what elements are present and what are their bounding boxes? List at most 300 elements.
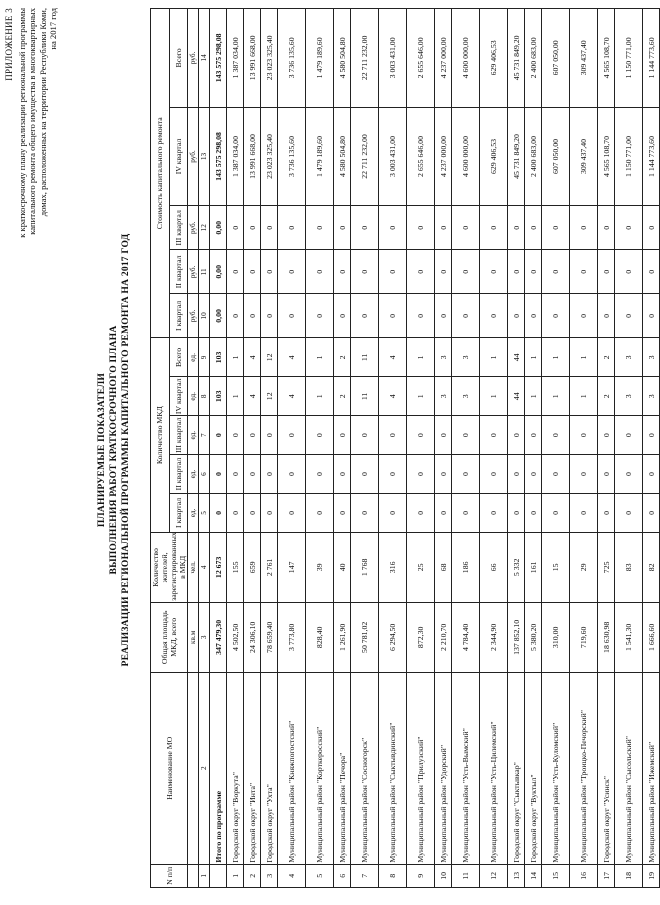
residents-count: 155 [227, 532, 244, 602]
count-total: 11 [351, 338, 379, 377]
row-number: 3 [261, 864, 278, 887]
count-q3: 0 [244, 416, 261, 455]
cost-q1: 0 [261, 294, 278, 338]
count-q1: 0 [278, 493, 306, 532]
count-total: 3 [452, 338, 480, 377]
municipality-name: Городской округ "Вуктыл" [525, 672, 542, 864]
total-area: 310,00 [542, 602, 570, 672]
row-number: 8 [379, 864, 407, 887]
header-cost-q2: II квартал [169, 250, 188, 294]
cost-total: 1 144 773,60 [643, 9, 660, 108]
count-total: 3 [643, 338, 660, 377]
cost-q1: 0 [643, 294, 660, 338]
total-row [210, 9, 227, 888]
total-area: 3 773,80 [278, 602, 306, 672]
count-total: 3 [435, 338, 452, 377]
count-q2: 0 [570, 455, 598, 494]
cost-q4: 309 437,40 [570, 107, 598, 206]
table-row [261, 9, 278, 888]
cost-q3: 0 [508, 206, 525, 250]
residents-count: 15 [542, 532, 570, 602]
cost-q1: 0 [334, 294, 351, 338]
count-q2: 0 [334, 455, 351, 494]
residents-count: 83 [615, 532, 643, 602]
count-total: 4 [244, 338, 261, 377]
count-q3: 0 [306, 416, 334, 455]
count-q2: 0 [306, 455, 334, 494]
row-number: 16 [570, 864, 598, 887]
cost-q3: 0 [452, 206, 480, 250]
total-area: 78 659,40 [261, 602, 278, 672]
count-q3: 0 [570, 416, 598, 455]
count-q2: 0 [435, 455, 452, 494]
count-q2: 0 [452, 455, 480, 494]
count-q3: 0 [508, 416, 525, 455]
column-number: 3 [199, 602, 210, 672]
column-number: 5 [199, 493, 210, 532]
row-number: 5 [306, 864, 334, 887]
header-cost-total: Всего [169, 9, 188, 108]
count-q3: 0 [227, 416, 244, 455]
municipality-name: Городской округ "Воркута" [227, 672, 244, 864]
municipality-name: Муниципальный район "Ижемский" [643, 672, 660, 864]
table-row [643, 9, 660, 888]
header-cost-q1: I квартал [169, 294, 188, 338]
count-q3: 0 [480, 416, 508, 455]
count-q1: 0 [227, 493, 244, 532]
count-q4: 103 [210, 377, 227, 416]
municipality-name: Муниципальный район "Троицко-Печорский" [570, 672, 598, 864]
residents-count: 147 [278, 532, 306, 602]
row-number: 13 [508, 864, 525, 887]
municipality-name: Муниципальный район "Сыктывдинский" [379, 672, 407, 864]
cost-q3: 0 [278, 206, 306, 250]
row-number: 11 [452, 864, 480, 887]
count-q1: 0 [452, 493, 480, 532]
cost-q3: 0 [306, 206, 334, 250]
cost-q4: 1 387 034,00 [227, 107, 244, 206]
count-q2: 0 [210, 455, 227, 494]
column-number: 7 [199, 416, 210, 455]
table-row [542, 9, 570, 888]
column-number: 2 [199, 672, 210, 864]
row-number: 10 [435, 864, 452, 887]
header-name: Наименование МО [151, 672, 188, 864]
count-total: 44 [508, 338, 525, 377]
municipality-name: Городской округ "Ухта" [261, 672, 278, 864]
unit-cell: ед. [188, 455, 199, 494]
count-q2: 0 [643, 455, 660, 494]
count-q1: 0 [261, 493, 278, 532]
cost-q2: 0 [643, 250, 660, 294]
count-q2: 0 [379, 455, 407, 494]
header-row-group [151, 9, 170, 888]
cost-q4: 607 050,00 [542, 107, 570, 206]
cost-q4: 1 150 771,00 [615, 107, 643, 206]
header-count-q3: III квартал [169, 416, 188, 455]
appendix-line: капитального ремонта общего имущества в многоквартирных [27, 8, 37, 235]
cost-q1: 0 [435, 294, 452, 338]
residents-count: 2 761 [261, 532, 278, 602]
table-row [598, 9, 615, 888]
residents-count: 659 [244, 532, 261, 602]
cost-q4: 23 023 325,40 [261, 107, 278, 206]
count-q3: 0 [379, 416, 407, 455]
cost-q3: 0 [261, 206, 278, 250]
unit-cell [188, 864, 199, 887]
cost-q2: 0 [615, 250, 643, 294]
table-row [244, 9, 261, 888]
table-row [407, 9, 435, 888]
total-area: 4 502,50 [227, 602, 244, 672]
count-q4: 1 [570, 377, 598, 416]
count-q1: 0 [407, 493, 435, 532]
count-q3: 0 [334, 416, 351, 455]
count-q1: 0 [334, 493, 351, 532]
header-count-group: Количество МКД [151, 338, 170, 532]
cost-total: 309 437,40 [570, 9, 598, 108]
count-q1: 0 [435, 493, 452, 532]
count-total: 4 [379, 338, 407, 377]
header-residents: Количество жителей, зарегистрированных в МКД [151, 532, 187, 601]
cost-total: 607 050,00 [542, 9, 570, 108]
column-number: 12 [199, 206, 210, 250]
count-total: 1 [480, 338, 508, 377]
count-total: 2 [598, 338, 615, 377]
count-q4: 4 [278, 377, 306, 416]
count-q4: 3 [615, 377, 643, 416]
cost-q2: 0 [278, 250, 306, 294]
cost-q2: 0 [261, 250, 278, 294]
appendix-line: на 2017 год [48, 8, 58, 50]
cost-q3: 0 [598, 206, 615, 250]
cost-q1: 0,00 [210, 294, 227, 338]
count-q1: 0 [570, 493, 598, 532]
appendix-note [4, 8, 59, 300]
count-total: 1 [570, 338, 598, 377]
cost-q1: 0 [525, 294, 542, 338]
residents-count: 161 [525, 532, 542, 602]
residents-count: 316 [379, 532, 407, 602]
count-q4: 12 [261, 377, 278, 416]
count-q4: 1 [227, 377, 244, 416]
total-area: 6 294,50 [379, 602, 407, 672]
unit-cell: руб. [188, 107, 199, 206]
count-q2: 0 [278, 455, 306, 494]
count-q2: 0 [227, 455, 244, 494]
cost-q2: 0 [435, 250, 452, 294]
cost-q2: 0 [480, 250, 508, 294]
residents-count: 725 [598, 532, 615, 602]
residents-count: 12 673 [210, 532, 227, 602]
column-number: 1 [199, 864, 210, 887]
appendix-line: к краткосрочному плану реализации региональной программы [16, 8, 27, 238]
residents-count: 186 [452, 532, 480, 602]
cost-q4: 4 237 000,00 [435, 107, 452, 206]
count-q4: 4 [379, 377, 407, 416]
cost-q1: 0 [570, 294, 598, 338]
appendix-line: домах, расположенных на территории Республики Коми, [37, 8, 48, 217]
cost-q3: 0 [570, 206, 598, 250]
residents-count: 29 [570, 532, 598, 602]
table-row [227, 9, 244, 888]
municipality-name: Муниципальный район "Усть-Цилемский" [480, 672, 508, 864]
count-q3: 0 [407, 416, 435, 455]
unit-cell: руб. [188, 294, 199, 338]
municipality-name: Муниципальный район "Сосногорск" [351, 672, 379, 864]
header-cost-group: Стоимость капитального ремонта [151, 9, 170, 338]
count-q3: 0 [278, 416, 306, 455]
count-q4: 3 [643, 377, 660, 416]
cost-q3: 0 [407, 206, 435, 250]
cost-total: 4 565 108,70 [598, 9, 615, 108]
count-q1: 0 [351, 493, 379, 532]
header-count-q4: IV квартал [169, 377, 188, 416]
unit-cell: руб. [188, 250, 199, 294]
title-line: ВЫПОЛНЕНИЯ РАБОТ КРАТКОСРОЧНОГО ПЛАНА [107, 325, 119, 575]
count-q2: 0 [525, 455, 542, 494]
cost-total: 45 731 849,20 [508, 9, 525, 108]
cost-q2: 0 [334, 250, 351, 294]
cost-q2: 0 [351, 250, 379, 294]
cost-q3: 0 [643, 206, 660, 250]
table-row [334, 9, 351, 888]
total-area: 2 344,90 [480, 602, 508, 672]
cost-q4: 45 731 849,20 [508, 107, 525, 206]
total-area: 2 210,70 [435, 602, 452, 672]
count-total: 1 [542, 338, 570, 377]
table-row [615, 9, 643, 888]
count-total: 2 [334, 338, 351, 377]
residents-count: 5 332 [508, 532, 525, 602]
count-q4: 1 [480, 377, 508, 416]
count-q4: 1 [525, 377, 542, 416]
count-q3: 0 [452, 416, 480, 455]
count-total: 1 [227, 338, 244, 377]
cost-q3: 0 [379, 206, 407, 250]
municipality-name: Муниципальный район "Княжпогостский" [278, 672, 306, 864]
count-q3: 0 [435, 416, 452, 455]
cost-total: 143 575 298,08 [210, 9, 227, 108]
count-q1: 0 [643, 493, 660, 532]
cost-q3: 0 [542, 206, 570, 250]
column-number: 11 [199, 250, 210, 294]
count-q4: 1 [542, 377, 570, 416]
count-q4: 1 [407, 377, 435, 416]
table-row [379, 9, 407, 888]
cost-q2: 0 [244, 250, 261, 294]
count-total: 1 [407, 338, 435, 377]
row-number [210, 864, 227, 887]
column-number: 14 [199, 9, 210, 108]
cost-total: 1 479 189,60 [306, 9, 334, 108]
count-q4: 11 [351, 377, 379, 416]
cost-q2: 0 [407, 250, 435, 294]
column-number: 6 [199, 455, 210, 494]
cost-total: 1 150 771,00 [615, 9, 643, 108]
cost-q2: 0 [379, 250, 407, 294]
total-area: 719,60 [570, 602, 598, 672]
table-row [351, 9, 379, 888]
appendix-title: ПРИЛОЖЕНИЕ 3 [4, 8, 14, 81]
count-q4: 44 [508, 377, 525, 416]
table-row [480, 9, 508, 888]
municipality-name: Городской округ "Сыктывкар" [508, 672, 525, 864]
count-q4: 3 [452, 377, 480, 416]
document-title [96, 120, 131, 780]
cost-total: 2 400 683,00 [525, 9, 542, 108]
row-number: 4 [278, 864, 306, 887]
residents-count: 1 768 [351, 532, 379, 602]
municipality-name: Итого по программе [210, 672, 227, 864]
cost-q4: 13 991 668,00 [244, 107, 261, 206]
cost-q4: 4 600 000,00 [452, 107, 480, 206]
count-q1: 0 [542, 493, 570, 532]
cost-q3: 0 [480, 206, 508, 250]
cost-q1: 0 [452, 294, 480, 338]
count-q2: 0 [508, 455, 525, 494]
cost-q1: 0 [306, 294, 334, 338]
count-q3: 0 [525, 416, 542, 455]
count-q3: 0 [210, 416, 227, 455]
unit-cell: кв.м [188, 602, 199, 672]
cost-q4: 3 736 135,60 [278, 107, 306, 206]
residents-count: 40 [334, 532, 351, 602]
count-q1: 0 [244, 493, 261, 532]
count-q2: 0 [261, 455, 278, 494]
table-row [306, 9, 334, 888]
count-q4: 2 [598, 377, 615, 416]
cost-q4: 143 575 298,08 [210, 107, 227, 206]
residents-count: 39 [306, 532, 334, 602]
unit-cell: ед. [188, 338, 199, 377]
cost-q3: 0 [244, 206, 261, 250]
row-number: 14 [525, 864, 542, 887]
municipality-name: Муниципальный район "Корткеросский" [306, 672, 334, 864]
cost-total: 1 387 034,00 [227, 9, 244, 108]
municipality-name: Городской округ "Инта" [244, 672, 261, 864]
count-q2: 0 [615, 455, 643, 494]
cost-q1: 0 [615, 294, 643, 338]
cost-total: 2 655 646,00 [407, 9, 435, 108]
row-number: 12 [480, 864, 508, 887]
cost-q1: 0 [351, 294, 379, 338]
cost-q4: 3 003 431,00 [379, 107, 407, 206]
unit-cell: ед. [188, 493, 199, 532]
municipality-name: Городской округ "Усинск" [598, 672, 615, 864]
residents-count: 68 [435, 532, 452, 602]
header-count-q2: II квартал [169, 455, 188, 494]
count-q4: 2 [334, 377, 351, 416]
cost-q3: 0 [525, 206, 542, 250]
cost-q4: 2 655 646,00 [407, 107, 435, 206]
unit-cell: ед. [188, 377, 199, 416]
row-number: 18 [615, 864, 643, 887]
count-q1: 0 [508, 493, 525, 532]
cost-q1: 0 [227, 294, 244, 338]
total-area: 50 781,02 [351, 602, 379, 672]
count-q3: 0 [615, 416, 643, 455]
residents-count: 25 [407, 532, 435, 602]
header-area: Общая площадь МКД, всего [151, 602, 188, 672]
total-area: 1 541,30 [615, 602, 643, 672]
column-number: 10 [199, 294, 210, 338]
cost-q4: 1 144 773,60 [643, 107, 660, 206]
cost-q2: 0 [525, 250, 542, 294]
count-q2: 0 [542, 455, 570, 494]
municipality-name: Муниципальный район "Усть-Вымский" [452, 672, 480, 864]
unit-cell [188, 672, 199, 864]
residents-count: 82 [643, 532, 660, 602]
municipality-name: Муниципальный район "Удорский" [435, 672, 452, 864]
row-number: 15 [542, 864, 570, 887]
cost-total: 4 237 000,00 [435, 9, 452, 108]
count-q1: 0 [210, 493, 227, 532]
count-q1: 0 [598, 493, 615, 532]
count-total: 103 [210, 338, 227, 377]
table-row [278, 9, 306, 888]
cost-q1: 0 [278, 294, 306, 338]
cost-q2: 0 [452, 250, 480, 294]
count-q4: 3 [435, 377, 452, 416]
cost-q4: 629 406,53 [480, 107, 508, 206]
header-count-q1: I квартал [169, 493, 188, 532]
cost-total: 23 023 325,40 [261, 9, 278, 108]
cost-q3: 0 [334, 206, 351, 250]
municipality-name: Муниципальный район "Сысольский" [615, 672, 643, 864]
residents-count: 66 [480, 532, 508, 602]
table-row [570, 9, 598, 888]
header-cost-q4: IV квартал [169, 107, 188, 206]
total-area: 1 261,90 [334, 602, 351, 672]
count-q2: 0 [480, 455, 508, 494]
cost-q1: 0 [598, 294, 615, 338]
total-area: 347 479,30 [210, 602, 227, 672]
cost-total: 3 003 431,00 [379, 9, 407, 108]
count-q3: 0 [542, 416, 570, 455]
cost-q2: 0 [306, 250, 334, 294]
count-total: 1 [525, 338, 542, 377]
table-row [435, 9, 452, 888]
unit-cell: чел. [188, 532, 199, 602]
cost-q4: 1 479 189,60 [306, 107, 334, 206]
total-area: 828,40 [306, 602, 334, 672]
units-row [188, 9, 199, 888]
count-q2: 0 [351, 455, 379, 494]
total-area: 18 630,98 [598, 602, 615, 672]
count-q3: 0 [261, 416, 278, 455]
row-number: 9 [407, 864, 435, 887]
count-q2: 0 [407, 455, 435, 494]
row-number: 1 [227, 864, 244, 887]
header-count-total: Всего [169, 338, 188, 377]
column-number: 4 [199, 532, 210, 602]
cost-q1: 0 [244, 294, 261, 338]
count-total: 12 [261, 338, 278, 377]
count-q1: 0 [525, 493, 542, 532]
indicators-table [150, 8, 660, 888]
total-area: 4 784,40 [452, 602, 480, 672]
cost-total: 3 736 135,60 [278, 9, 306, 108]
cost-q2: 0 [542, 250, 570, 294]
count-total: 4 [278, 338, 306, 377]
cost-total: 4 580 504,80 [334, 9, 351, 108]
total-area: 5 380,20 [525, 602, 542, 672]
count-q2: 0 [598, 455, 615, 494]
cost-q3: 0 [615, 206, 643, 250]
cost-q1: 0 [407, 294, 435, 338]
cost-q1: 0 [508, 294, 525, 338]
